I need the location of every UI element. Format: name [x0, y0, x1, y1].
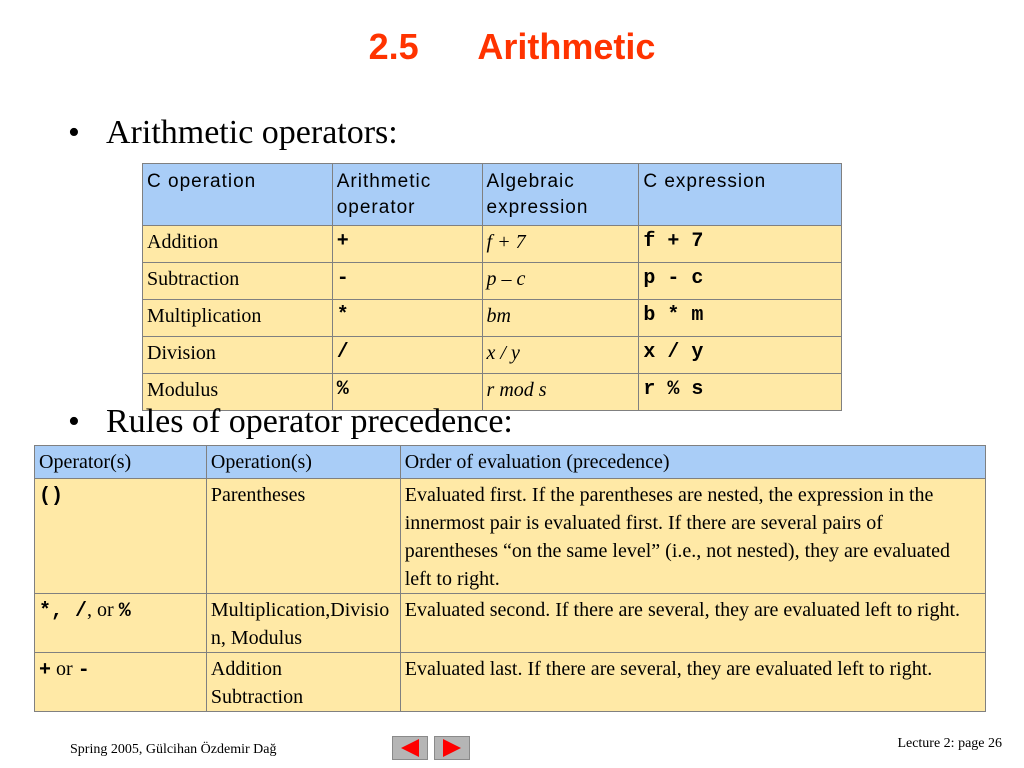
- algebraic-cell: x / y: [482, 337, 639, 374]
- operator-symbol: -: [77, 659, 90, 682]
- c-expression-cell: r % s: [639, 374, 842, 411]
- precedence-table: [34, 445, 986, 712]
- header-cell: C operation: [143, 164, 333, 226]
- table-row: [143, 300, 842, 337]
- header-cell: C expression: [639, 164, 842, 226]
- operator-separator: , or: [87, 599, 119, 621]
- header-cell: Operation(s): [206, 446, 400, 479]
- c-expression-cell: x / y: [639, 337, 842, 374]
- algebraic-cell: p – c: [482, 263, 639, 300]
- operation-line: Subtraction: [210, 686, 304, 708]
- order-cell: Evaluated first. If the parentheses are nested, the expression in the innermost pair is evaluated first. If there are several pairs of parentheses “on the same level” (i.e., not nested), they are evaluated left to right.: [400, 479, 985, 594]
- bullet-text: Rules of operator precedence:: [106, 403, 513, 440]
- table-row: [35, 479, 986, 594]
- table-row: [35, 594, 986, 653]
- operation-cell: Multiplication,Division, Modulus: [206, 594, 400, 653]
- c-expression-cell: f + 7: [639, 226, 842, 263]
- operator-cell: +: [332, 226, 482, 263]
- algebraic-cell: f + 7: [482, 226, 639, 263]
- operation-cell: Subtraction: [143, 263, 333, 300]
- bullet-text: Arithmetic operators:: [106, 114, 398, 151]
- table-row: [143, 337, 842, 374]
- operator-cell: -: [332, 263, 482, 300]
- algebraic-cell: r mod s: [482, 374, 639, 411]
- header-cell: Operator(s): [35, 446, 207, 479]
- bullet-operator-precedence: [68, 402, 513, 442]
- next-slide-button[interactable]: [434, 736, 470, 760]
- order-cell: Evaluated second. If there are several, they are evaluated left to right.: [400, 594, 985, 653]
- operation-cell: Modulus: [143, 374, 333, 411]
- operator-cell: *: [332, 300, 482, 337]
- operator-symbol: %: [118, 600, 131, 623]
- bullet-arithmetic-operators: [68, 113, 398, 153]
- left-arrow-icon: [393, 737, 427, 759]
- operation-cell: Division: [143, 337, 333, 374]
- operation-cell: Addition: [143, 226, 333, 263]
- operation-cell: Multiplication: [143, 300, 333, 337]
- footer-author: Spring 2005, Gülcihan Özdemir Dağ: [70, 742, 277, 757]
- operator-symbol: /: [75, 600, 88, 623]
- operation-cell: [206, 653, 400, 712]
- operator-cell: [35, 653, 207, 712]
- algebraic-cell: bm: [482, 300, 639, 337]
- c-expression-cell: p - c: [639, 263, 842, 300]
- bullet-marker: •: [68, 403, 80, 440]
- table-header-row: [35, 446, 986, 479]
- operator-separator: ,: [51, 600, 76, 623]
- right-arrow-icon: [435, 737, 469, 759]
- operator-separator: or: [51, 658, 78, 680]
- order-cell: Evaluated last. If there are several, they are evaluated left to right.: [400, 653, 985, 712]
- header-cell: Algebraic expression: [482, 164, 639, 226]
- c-expression-cell: b * m: [639, 300, 842, 337]
- operator-cell: [35, 479, 207, 594]
- table-row: [143, 263, 842, 300]
- operator-symbol: *: [39, 600, 52, 623]
- table-row: [35, 653, 986, 712]
- operator-cell: [35, 594, 207, 653]
- operator-symbol: (): [39, 485, 64, 508]
- operation-cell: Parentheses: [206, 479, 400, 594]
- operator-cell: %: [332, 374, 482, 411]
- slide-title: 2.5 Arithmetic: [368, 26, 656, 67]
- header-cell: Order of evaluation (precedence): [400, 446, 985, 479]
- previous-slide-button[interactable]: [392, 736, 428, 760]
- footer-page-number: Lecture 2: page 26: [897, 736, 1002, 751]
- table-row: [143, 226, 842, 263]
- table-header-row: [143, 164, 842, 226]
- operation-line: Addition: [210, 658, 282, 680]
- operator-cell: /: [332, 337, 482, 374]
- bullet-marker: •: [68, 114, 80, 151]
- arithmetic-operators-table: [142, 163, 842, 411]
- operator-symbol: +: [39, 659, 52, 682]
- header-cell: Arithmetic operator: [332, 164, 482, 226]
